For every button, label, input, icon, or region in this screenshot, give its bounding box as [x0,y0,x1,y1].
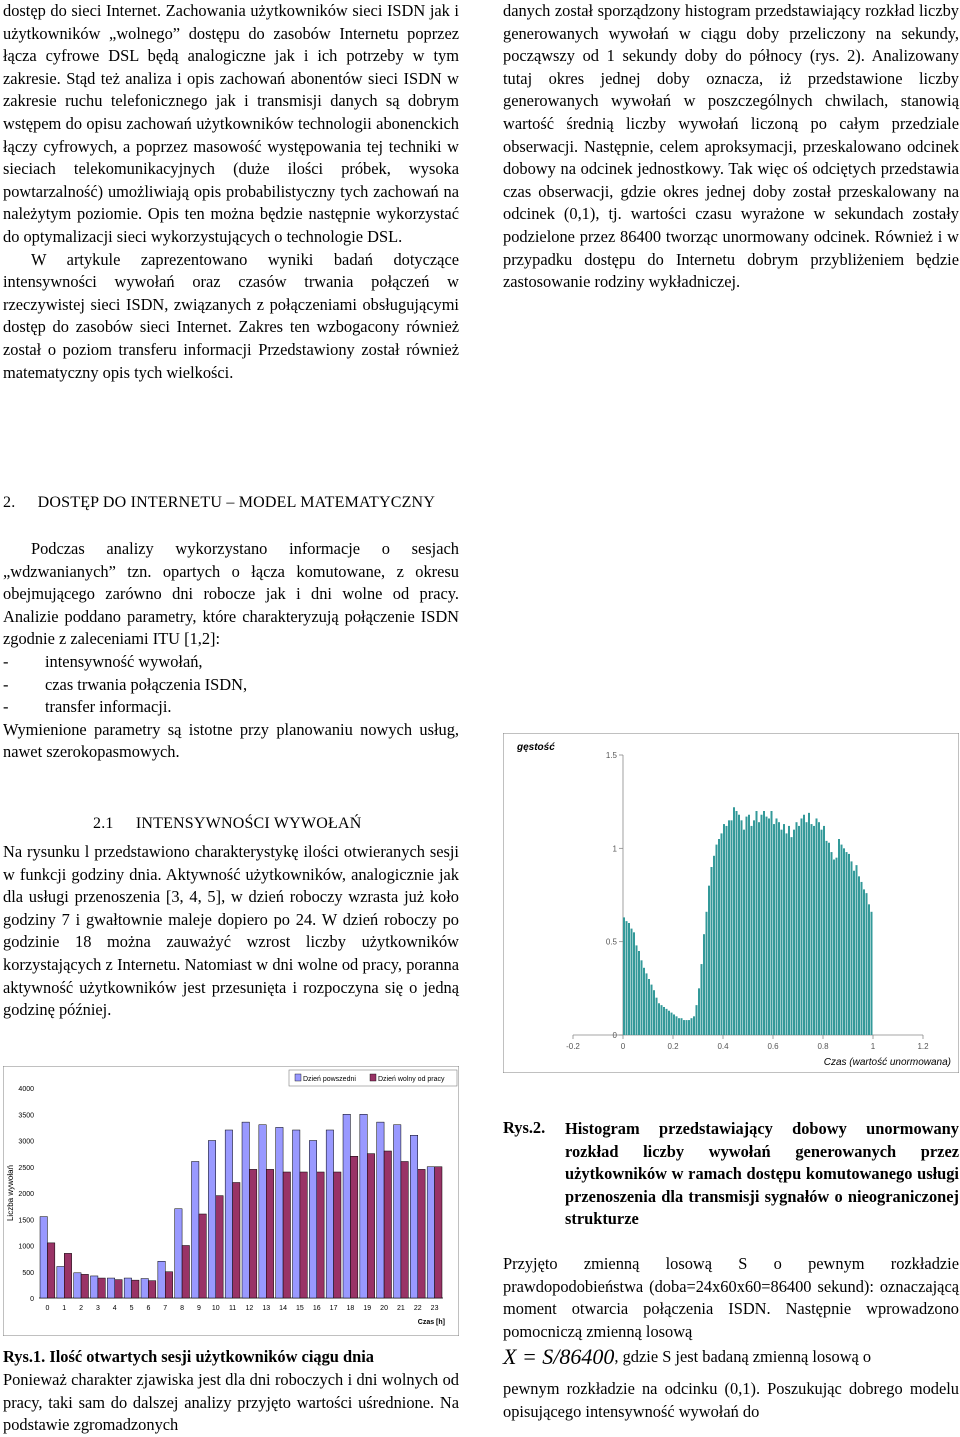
list-dash: - [3,674,9,694]
histogram-bar [733,807,735,1035]
x-tick-label: 15 [296,1305,304,1312]
histogram-bar [846,852,848,1035]
bar [132,1280,139,1298]
subsection-heading [93,815,361,833]
bar [225,1130,232,1298]
list-text: transfer informacji. [45,697,172,717]
bar [309,1141,316,1299]
bar [401,1162,408,1299]
histogram-bar [633,932,635,1035]
legend-swatch [370,1074,376,1081]
x-tick-label: 22 [413,1305,422,1312]
list-item [3,696,459,719]
bar [115,1280,122,1298]
histogram-bar [768,818,770,1035]
bar [360,1114,367,1298]
bar [141,1279,148,1298]
histogram-bar [866,893,868,1035]
y-tick-label: 500 [22,1269,34,1277]
histogram-bar [831,852,833,1035]
x-tick-label: 0.8 [817,1042,829,1051]
list-item [3,651,459,674]
bar [47,1243,54,1298]
histogram-bar [861,882,863,1035]
legend-label: Dzień wolny od pracy [378,1076,445,1083]
bar [107,1278,114,1298]
histogram-bar [738,815,740,1035]
histogram-bar [691,1018,693,1035]
histogram-bar [661,1005,663,1035]
paragraph: W artykule zaprezentowano wyniki badań dotyczące intensywności wywołań oraz czasów trwania połączeń w rzeczywistej sieci ISDN, związanych z połączeniami obsługującymi dostęp do zasobów sieci Internet. Zakres ten wzbogacony również został o poziom transferu informacji Przedstawiony został również matematyczny opis tych wielkości. [3,249,459,382]
histogram-bar [771,811,773,1035]
histogram-bar [676,1016,678,1035]
histogram-bar [668,1011,670,1035]
bar [124,1278,131,1298]
bar [427,1167,434,1298]
x-tick-label: 18 [346,1305,355,1312]
bar [81,1274,88,1298]
chart-title: gęstość [517,742,555,753]
legend-label: Dzień powszedni [303,1076,356,1083]
x-tick-label: 11 [228,1305,237,1312]
histogram-bar [776,818,778,1035]
bar [367,1154,374,1298]
histogram-bar [851,861,853,1035]
bar [410,1135,417,1298]
x-tick-label: 3 [95,1305,100,1312]
x-axis-label: Czas (wartość unormowana) [823,1057,951,1068]
bar [394,1125,401,1298]
histogram-bar [838,839,840,1035]
figure-2-caption-number: Rys.2. [503,1118,546,1137]
list-dash: - [3,651,9,671]
histogram-bar [751,826,753,1035]
histogram-bar [783,824,785,1035]
histogram-bar [688,1020,690,1035]
bar [98,1278,105,1298]
bar [435,1167,442,1298]
histogram-bar [701,964,703,1035]
histogram-bar [713,856,715,1035]
x-tick-label: 13 [262,1305,271,1312]
left-column-text [3,0,459,384]
bar [216,1196,223,1298]
list-text: intensywność wywołań, [45,651,203,671]
x-tick-label: 19 [363,1305,372,1312]
x-tick-label: 0 [45,1305,50,1312]
bar [293,1130,300,1298]
paragraph: danych został sporządzony histogram przedstawiający rozkład liczby generowanych wywołań w ciągu doby przeliczony na sekundy, począwszy od 1 sekundy doby do północy (rys. 2). Analizowany tutaj okres jednej doby oznacza, iż przedstawione liczby generowanych wywołań w poszczególnych chwilach, stanowią wartość średnią liczby wywołań liczoną po całym przedziale obserwacji. Następnie, celem aproksymacji, przeskalowano odcinek dobowy na odcinek jednostkowy. Tak więc oś odciętych przedstawia czas obserwacji, gdzie okres jednej doby został przeskalowany na odcinek (0,1), tj. wartości czasu wyrażone w sekundach zostały podzielone przez 86400 tworząc unormowany odcinek. Również i w przypadku dostępu do Internetu dobrym przybliżeniem będzie zastosowanie rodziny wykładniczej. [503,1,959,292]
histogram-bar [673,1014,675,1035]
x-tick-label: 8 [180,1305,185,1312]
x-tick-label: 17 [329,1305,338,1312]
histogram-bar [721,833,723,1035]
bar [158,1261,165,1298]
legend-swatch [295,1074,301,1081]
bar [233,1183,240,1299]
y-tick-label: 3000 [18,1138,34,1146]
x-tick-label: 1 [62,1305,67,1312]
bar [317,1172,324,1298]
histogram-bar [666,1009,668,1035]
histogram-bar [781,830,783,1035]
section-heading [3,494,435,512]
y-tick-label: 1 [612,844,617,854]
histogram-bar [728,820,730,1035]
histogram-bar [683,1020,685,1035]
histogram-bar [663,1007,665,1035]
bar [199,1214,206,1298]
x-tick-label: 16 [312,1305,321,1312]
histogram-bar [623,917,625,1035]
paragraph: Ponieważ charakter zjawiska jest dla dni roboczych i dni wolnych od pracy, taki sam do dalszej analizy przyjęto wartości uśrednione. Na podstawie zgromadzonych [3,1370,459,1435]
y-tick-label: 0 [30,1296,34,1303]
histogram-bar [641,960,643,1035]
histogram-bar [806,822,808,1035]
histogram-bar [836,858,838,1035]
section-number: 2. [3,494,16,511]
y-tick-label: 2500 [18,1164,34,1172]
y-tick-label: 4000 [18,1086,34,1093]
histogram-bar [723,824,725,1035]
y-tick-label: 1.5 [605,751,617,760]
list-dash: - [3,697,9,717]
x-tick-label: 9 [196,1305,201,1312]
bar [283,1172,290,1298]
bar [91,1276,98,1298]
bar [192,1162,199,1299]
histogram-bar [843,848,845,1035]
bar [57,1267,64,1299]
bar [182,1246,189,1299]
formula: X = S/86400 [503,1344,615,1369]
subsection-number: 2.1 [93,815,114,832]
histogram-bar [786,833,788,1035]
histogram-bar [808,813,810,1035]
histogram-bar [813,826,815,1035]
histogram-bar [656,998,658,1035]
bar [249,1169,256,1298]
histogram-bar [778,822,780,1035]
bar [175,1209,182,1298]
list-item [3,674,459,697]
histogram-bar [681,1018,683,1035]
histogram-bar [741,820,743,1035]
histogram-bar [796,822,798,1035]
figure-1-chart [3,1066,459,1336]
bar [350,1156,357,1298]
histogram-bar [648,979,650,1035]
histogram-bar [811,824,813,1035]
x-tick-label: 21 [397,1305,405,1312]
histogram-bar [798,826,800,1035]
bar [300,1172,307,1298]
histogram-bar [686,1020,688,1035]
histogram-bar [788,826,790,1035]
bar [276,1127,283,1298]
x-tick-label: 4 [112,1305,117,1312]
histogram-bar [868,904,870,1035]
bar [40,1217,47,1298]
bar [148,1281,155,1298]
histogram-bar [803,815,805,1035]
bar [242,1122,249,1298]
histogram-bar [651,985,653,1035]
figure-2-caption: Histogram przedstawiający dobowy unormowany rozkład liczby wywołań generowanych przez użytkowników w ramach dostępu komutowanego usługi przenoszenia dla transmisji sygnałów o nieograniczonej strukturze [565,1119,959,1229]
histogram-bar [801,818,803,1035]
histogram-bar [643,968,645,1035]
histogram-bar [646,973,648,1035]
bar [377,1122,384,1298]
histogram-bar [716,845,718,1035]
histogram-bar [763,811,765,1035]
x-tick-label: -0.2 [566,1042,580,1051]
histogram-bar [743,830,745,1035]
histogram-bar [703,934,705,1035]
y-tick-label: 0 [612,1031,617,1040]
subsection-title: INTENSYWNOŚCI WYWOŁAŃ [135,815,362,832]
histogram-bar [758,822,760,1035]
histogram-bar [753,820,755,1035]
histogram-bar [718,839,720,1035]
histogram-bar [773,824,775,1035]
histogram-bar [858,876,860,1035]
histogram-bar [756,811,758,1035]
formula-line [503,1346,959,1369]
section2-body [3,538,459,764]
bar [259,1125,266,1298]
histogram-bar [821,830,823,1035]
x-tick-label: 20 [380,1305,388,1312]
histogram-bar [748,815,750,1035]
histogram-bar [711,867,713,1035]
y-tick-label: 1500 [18,1217,34,1225]
bar [343,1114,350,1298]
x-tick-label: 10 [211,1305,220,1312]
histogram-bar [816,818,818,1035]
y-tick-label: 0.5 [605,937,617,947]
histogram-bar [678,1018,680,1035]
bar [208,1141,215,1299]
histogram-bar [848,854,850,1035]
paragraph: pewnym rozkładzie na odcinku (0,1). Poszukując dobrego modelu opisującego intensywność wywołań do [503,1379,959,1421]
histogram-bar [833,860,835,1035]
histogram-bar [841,845,843,1035]
x-tick-label: 0 [620,1042,626,1051]
bar [266,1169,273,1298]
bar [418,1169,425,1298]
x-tick-label: 1.2 [917,1042,929,1051]
histogram-bar [766,817,768,1035]
bar [326,1130,333,1298]
histogram-bar [706,912,708,1035]
x-tick-label: 23 [430,1305,439,1312]
histogram-bar [658,1003,660,1035]
histogram-bar [638,951,640,1035]
paragraph: Na rysunku l przedstawiono charakterystykę ilości otwieranych sesji w funkcji godziny dnia. Aktywność użytkowników, analogicznie jak dla usługi przenoszenia [3, 4, 5], w dzień roboczy wzrasta już koło godziny 7 i gwałtownie maleje dopiero po 24. W dzień roboczy po godzinie 18 można zauważyć wzrost liczby użytkowników korzystających z Internetu. Natomiast w dni wolne od pracy, poranna aktywność użytkowników jest przesunięta i rozpoczyna się o jedną godzinę później. [3,842,459,1020]
bar [165,1272,172,1298]
x-tick-label: 2 [79,1305,84,1312]
y-tick-label: 3500 [18,1112,34,1120]
x-tick-label: 14 [279,1305,287,1312]
histogram-bar [628,923,630,1035]
figure-1-caption: Rys.1. Ilość otwartych sesji użytkowników ciągu dnia [3,1347,374,1366]
histogram-bar [736,811,738,1035]
histogram-bar [823,826,825,1035]
histogram-bar [653,990,655,1035]
histogram-bar [731,820,733,1035]
histogram-bar [626,921,628,1035]
x-tick-label: 7 [163,1305,168,1312]
histogram-bar [631,929,633,1035]
histogram-bar [698,988,700,1035]
figure-2-chart [503,733,959,1073]
x-tick-label: 0.4 [717,1042,729,1051]
y-tick-label: 1000 [18,1243,34,1251]
section-title: DOSTĘP DO INTERNETU – MODEL MATEMATYCZNY [37,494,436,511]
x-axis-label: Czas [h] [417,1319,445,1326]
histogram-bar [761,815,763,1035]
histogram-bar [856,865,858,1035]
y-axis-label: Liczba wywołań [6,1164,15,1222]
histogram-bar [818,822,820,1035]
histogram-bar [871,912,873,1035]
right-column-text [503,0,959,294]
legend [289,1070,457,1086]
histogram-bar [696,1005,698,1035]
paragraph: Przyjęto zmienną losową S o pewnym rozkładzie prawdopodobieństwa (doba=24x60x60=86400 sekund): oznaczającą moment otwarcia połączenia ISDN. Następnie wprowadzono pomocniczą zmienną losową [503,1254,959,1341]
histogram-bar [853,871,855,1035]
section21-body [3,841,459,1022]
histogram-bar [726,826,728,1035]
histogram-bar [826,841,828,1035]
histogram-bar [793,830,795,1035]
bar [334,1172,341,1298]
histogram-bar [708,886,710,1035]
x-tick-label: 1 [870,1042,876,1051]
bar [384,1151,391,1298]
bar [64,1253,71,1298]
histogram-bar [791,837,793,1035]
paragraph: dostęp do sieci Internet. Zachowania użytkowników sieci ISDN jak i użytkowników „wolnego” dostępu do zasobów Internetu poprzez łącza cyfrowe DSL będą analogiczne jak i ich potrzeby w tym zakresie. Stąd też analiza i opis zachowań abonentów sieci ISDN w zakresie ruchu telefonicznego jak i transmisji danych są dobrym wstępem do opisu zachowań użytkowników technologii abonenckich łączy cyfrowych, a poprzez masowość występowania tej techniki w sieciach telekomunikacyjnych (duże ilości próbek, wysoka powtarzalność) umożliwiają opis probabilistyczny tych zachowań na należytym poziomie. Opis ten można będzie następnie wykorzystać do optymalizacji sieci wykorzystujących o technologie DSL. [3,1,459,246]
x-tick-label: 12 [245,1305,254,1312]
histogram-bar [693,1016,695,1035]
x-tick-label: 0.6 [767,1042,779,1051]
figure-2-container [503,733,959,1073]
x-tick-label: 5 [129,1305,134,1312]
histogram-bar [746,817,748,1035]
y-tick-label: 2000 [18,1191,34,1198]
x-tick-label: 0.2 [667,1042,679,1051]
histogram-bar [671,1013,673,1035]
histogram-bar [636,945,638,1035]
paragraph: Podczas analizy wykorzystano informacje o sesjach „wdzwanianych” tzn. opartych o łącza komutowane, z okresu obejmującego zarówno dni robocze jak i dni wolne od pracy. Analizie poddano parametry, które charakteryzują połączenie ISDN zgodnie z zaleceniami ITU [1,2]: [3,539,459,649]
x-tick-label: 6 [146,1305,151,1312]
bar [74,1273,81,1298]
histogram-bar [828,843,830,1035]
histogram-bar [863,889,865,1035]
list-text: czas trwania połączenia ISDN, [45,674,248,694]
formula-tail: , gdzie S jest badaną zmienną losową o [614,1347,872,1366]
paragraph: Wymienione parametry są istotne przy planowaniu nowych usług, nawet szerokopasmowych. [3,719,459,762]
